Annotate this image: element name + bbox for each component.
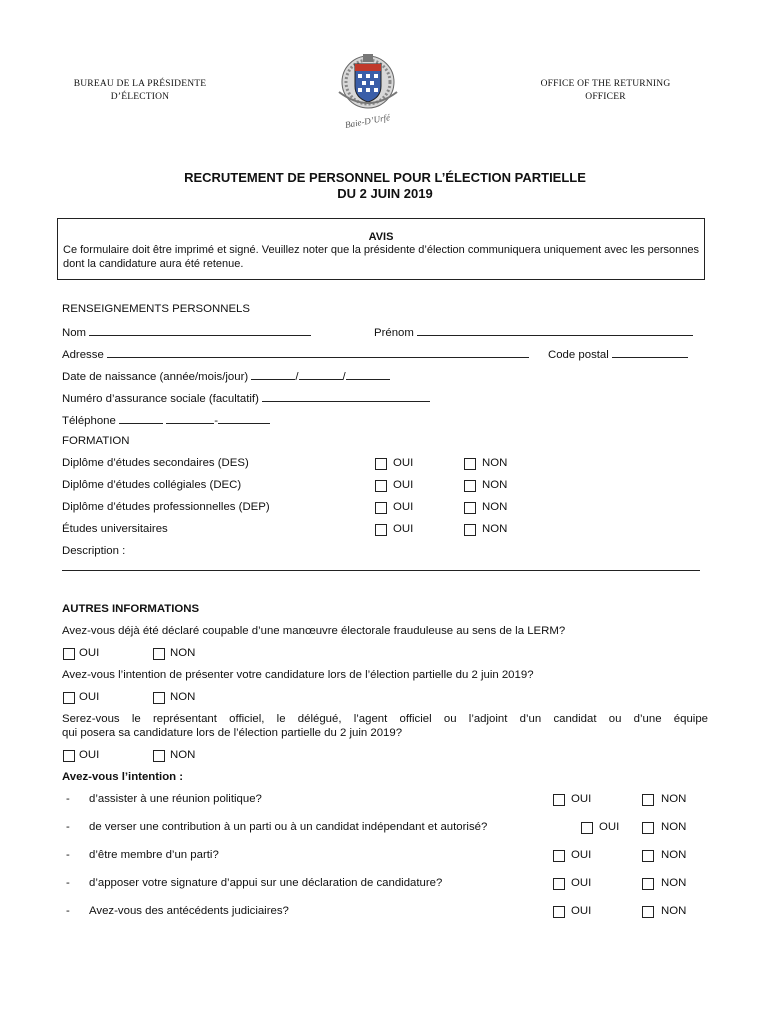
intention-oui-label: OUI [571,849,592,861]
intention-question: de verser une contribution à un parti ou à un candidat indépendant et autorisé? [89,821,488,833]
office-header-left-line1: BUREAU DE LA PRÉSIDENTE [73,79,207,89]
nom-label: Nom [62,327,87,339]
question-representant-line2: qui posera sa candidature lors de l’élection partielle du 2 juin 2019? [62,727,403,739]
intention-question: d’être membre d’un parti? [89,849,219,861]
formation-oui-checkbox[interactable] [375,502,387,514]
code-postal-label: Code postal [548,349,609,361]
logo-town-name: Baie-D’Urfé [344,112,391,130]
date-naissance-field[interactable]: Date de naissance (année/mois/jour) / / [62,369,390,383]
office-header-right [528,78,683,104]
intention-oui-label: OUI [571,793,592,805]
nas-input-line[interactable] [262,391,430,402]
office-header-right-line2: OFFICER [585,92,626,102]
prenom-field[interactable] [374,325,693,339]
formation-non-label: NON [482,523,508,535]
office-header-left-line2: D’ÉLECTION [110,92,170,102]
municipal-coat-of-arms-logo [333,52,403,132]
telephone-area-line[interactable] [119,413,163,424]
autres-section-heading: AUTRES INFORMATIONS [62,603,200,615]
description-input-line[interactable] [62,570,700,571]
formation-non-checkbox[interactable] [464,524,476,536]
form-title [0,170,770,201]
formation-oui-checkbox[interactable] [375,524,387,536]
personal-section-heading: RENSEIGNEMENTS PERSONNELS [62,303,250,315]
office-header-right-line1: OFFICE OF THE RETURNING [540,79,671,89]
date-naissance-label: Date de naissance (année/mois/jour) [62,371,249,383]
formation-oui-label: OUI [393,523,414,535]
q2-non-label: NON [170,691,196,703]
notice-box [57,218,705,280]
nas-field[interactable] [62,391,430,405]
q1-oui-checkbox[interactable] [63,648,75,660]
adresse-field[interactable] [62,347,529,361]
formation-section-heading: FORMATION [62,435,130,447]
date-year-line[interactable] [251,369,295,380]
formation-oui-label: OUI [393,501,414,513]
telephone-number-line[interactable] [218,413,270,424]
intention-non-checkbox[interactable] [642,906,654,918]
formation-non-checkbox[interactable] [464,502,476,514]
nom-input-line[interactable] [89,325,311,336]
q3-oui-label: OUI [79,749,100,761]
q3-non-label: NON [170,749,196,761]
intention-bullet: - [66,877,70,889]
formation-oui-checkbox[interactable] [375,458,387,470]
formation-oui-label: OUI [393,479,414,491]
intention-non-label: NON [661,793,687,805]
formation-non-checkbox[interactable] [464,480,476,492]
code-postal-input-line[interactable] [612,347,688,358]
intention-oui-checkbox[interactable] [553,906,565,918]
intention-non-label: NON [661,821,687,833]
notice-text: Ce formulaire doit être imprimé et signé. Veuillez noter que la présidente d’élection communiquera uniquement avec les personnes dont la candidature aura été retenue. [63,244,699,270]
adresse-label: Adresse [62,349,104,361]
formation-row-label: Diplôme d’études collégiales (DEC) [62,479,242,491]
intention-oui-checkbox[interactable] [553,850,565,862]
intention-bullet: - [66,849,70,861]
intention-non-checkbox[interactable] [642,878,654,890]
intention-oui-label: OUI [599,821,620,833]
intention-non-label: NON [661,877,687,889]
intention-heading: Avez-vous l’intention : [62,771,184,783]
formation-row-label: Diplôme d’études professionnelles (DEP) [62,501,270,513]
formation-oui-checkbox[interactable] [375,480,387,492]
nom-field[interactable] [62,325,311,339]
formation-non-label: NON [482,501,508,513]
description-label: Description : [62,545,126,557]
intention-bullet: - [66,793,70,805]
prenom-input-line[interactable] [417,325,693,336]
q3-non-checkbox[interactable] [153,750,165,762]
intention-oui-label: OUI [571,877,592,889]
intention-non-label: NON [661,849,687,861]
intention-non-label: NON [661,905,687,917]
q3-oui-checkbox[interactable] [63,750,75,762]
intention-oui-checkbox[interactable] [553,794,565,806]
date-day-line[interactable] [346,369,390,380]
q1-non-checkbox[interactable] [153,648,165,660]
intention-question: d’apposer votre signature d’appui sur une déclaration de candidature? [89,877,443,889]
intention-non-checkbox[interactable] [642,794,654,806]
telephone-field[interactable]: Téléphone - [62,413,270,427]
code-postal-field[interactable] [548,347,688,361]
form-title-line1: RECRUTEMENT DE PERSONNEL POUR L’ÉLECTION PARTIELLE [184,170,586,185]
notice-heading: AVIS [368,231,394,243]
intention-oui-label: OUI [571,905,592,917]
telephone-label: Téléphone [62,415,116,427]
formation-non-label: NON [482,457,508,469]
prenom-label: Prénom [374,327,414,339]
intention-oui-checkbox[interactable] [581,822,593,834]
formation-row-label: Études universitaires [62,523,168,535]
telephone-prefix-line[interactable] [166,413,214,424]
intention-bullet: - [66,821,70,833]
date-month-line[interactable] [299,369,343,380]
intention-bullet: - [66,905,70,917]
intention-non-checkbox[interactable] [642,850,654,862]
nas-label: Numéro d’assurance sociale (facultatif) [62,393,259,405]
q2-non-checkbox[interactable] [153,692,165,704]
formation-oui-label: OUI [393,457,414,469]
adresse-input-line[interactable] [107,347,529,358]
q2-oui-checkbox[interactable] [63,692,75,704]
q1-non-label: NON [170,647,196,659]
question-representant-line1: Serez-vous le représentant officiel, le délégué, l’agent officiel ou l’adjoint d’un candidat ou d’une équipe [62,713,708,725]
q1-oui-label: OUI [79,647,100,659]
formation-non-checkbox[interactable] [464,458,476,470]
question-fraud: Avez-vous déjà été déclaré coupable d’une manœuvre électorale frauduleuse au sens de la LERM? [62,625,566,637]
intention-question: Avez-vous des antécédents judiciaires? [89,905,289,917]
office-header-left [60,78,220,104]
intention-oui-checkbox[interactable] [553,878,565,890]
formation-non-label: NON [482,479,508,491]
formation-row-label: Diplôme d’études secondaires (DES) [62,457,249,469]
question-candidature: Avez-vous l’intention de présenter votre candidature lors de l’élection partielle du 2 juin 2019? [62,669,534,681]
intention-question: d’assister à une réunion politique? [89,793,262,805]
intention-non-checkbox[interactable] [642,822,654,834]
q2-oui-label: OUI [79,691,100,703]
form-title-line2: DU 2 JUIN 2019 [337,186,433,201]
